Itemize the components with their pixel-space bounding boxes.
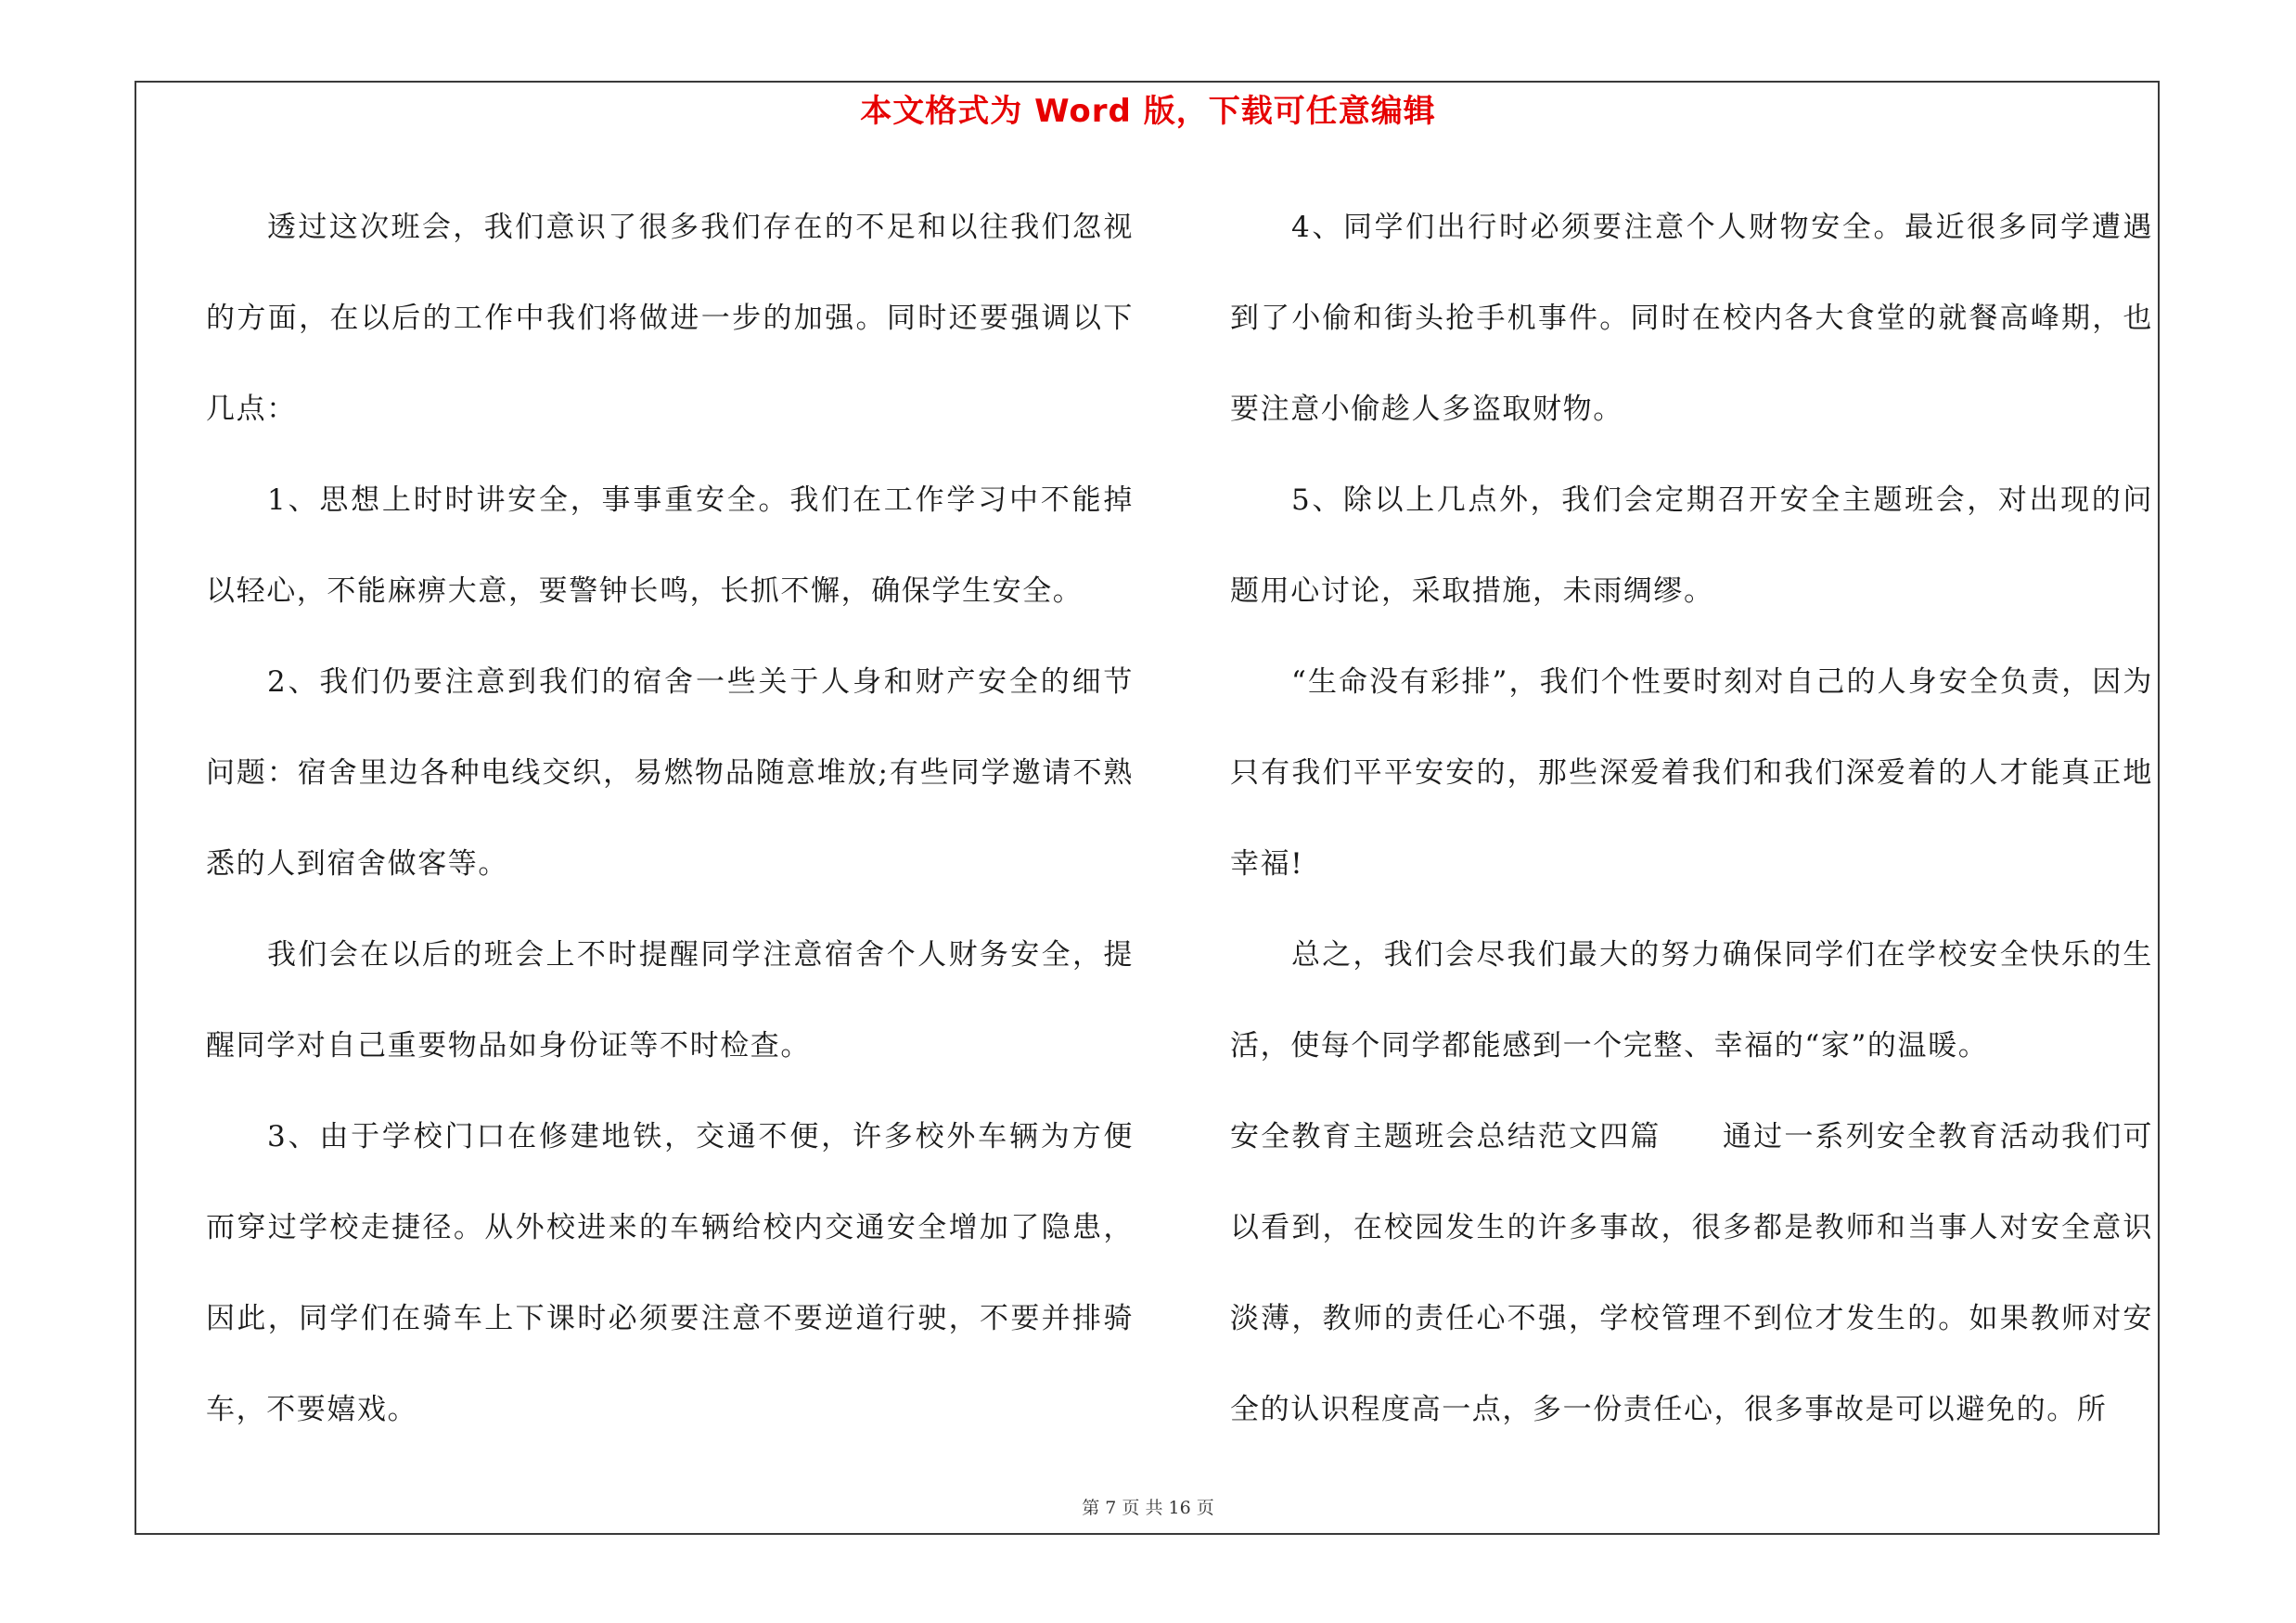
paragraph: 1、思想上时时讲安全，事事重安全。我们在工作学习中不能掉以轻心，不能麻痹大意，要警钟长鸣，长抓不懈，确保学生安全。 bbox=[206, 483, 1134, 608]
paragraph: 4、同学们出行时必须要注意个人财物安全。最近很多同学遭遇到了小偷和街头抢手机事件。同时在校内各大食堂的就餐高峰期，也要注意小偷趁人多盗取财物。 bbox=[1230, 211, 2153, 426]
paragraph: “生命没有彩排”，我们个性要时刻对自己的人身安全负责，因为只有我们平平安安的，那些深爱着我们和我们深爱着的人才能真正地幸福! bbox=[1230, 665, 2153, 881]
paragraph: 5、除以上几点外，我们会定期召开安全主题班会，对出现的问题用心讨论，采取措施，未雨绸缪。 bbox=[1230, 483, 2153, 608]
paragraph: 透过这次班会，我们意识了很多我们存在的不足和以往我们忽视的方面，在以后的工作中我们将做进一步的加强。同时还要强调以下几点： bbox=[206, 211, 1134, 426]
format-notice-banner: 本文格式为 Word 版，下载可任意编辑 bbox=[860, 93, 1436, 130]
page-number: 第 7 页 共 16 页 bbox=[1082, 1498, 1214, 1518]
right-column bbox=[1230, 182, 2153, 1455]
paragraph: 我们会在以后的班会上不时提醒同学注意宿舍个人财务安全，提醒同学对自己重要物品如身份证等不时检查。 bbox=[206, 938, 1134, 1063]
paragraph: 2、我们仍要注意到我们的宿舍一些关于人身和财产安全的细节问题：宿舍里边各种电线交织，易燃物品随意堆放;有些同学邀请不熟悉的人到宿舍做客等。 bbox=[206, 665, 1134, 881]
paragraph: 安全教育主题班会总结范文四篇 通过一系列安全教育活动我们可以看到，在校园发生的许多事故，很多都是教师和当事人对安全意识淡薄，教师的责任心不强，学校管理不到位才发生的。如果教师对安全的认识程度高一点，多一份责任心，很多事故是可以避免的。所 bbox=[1230, 1120, 2153, 1426]
paragraph: 3、由于学校门口在修建地铁，交通不便，许多校外车辆为方便而穿过学校走捷径。从外校进来的车辆给校内交通安全增加了隐患，因此，同学们在骑车上下课时必须要注意不要逆道行驶，不要并排骑车，不要嬉戏。 bbox=[206, 1120, 1134, 1426]
paragraph: 总之，我们会尽我们最大的努力确保同学们在学校安全快乐的生活，使每个同学都能感到一个完整、幸福的“家”的温暖。 bbox=[1230, 938, 2153, 1063]
left-column bbox=[206, 182, 1134, 1455]
